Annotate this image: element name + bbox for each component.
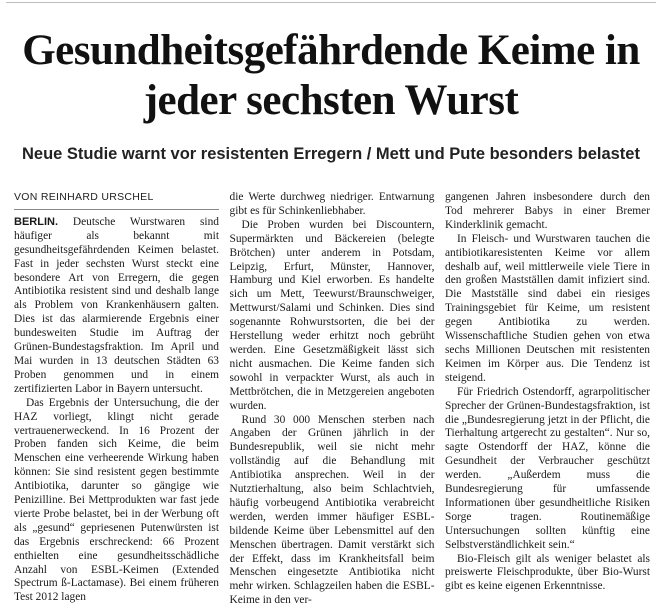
paragraph: Das Ergebnis der Untersuchung, die der HAZ vorliegt, klingt nicht gerade vertrauenerweckend. In 16 Prozent der Proben fanden sich Keime, die beim Menschen eine verheerende Wirkung haben können: Sie sind resistent gegen bestimmte Antibiotika, darunter so gängige wie Penizilline. Bei Mettprodukten war fast jede vierte Probe belastet, bei in der Werbung oft als „gesund“ gepriesenen Putenwürsten ist das Ergebnis erschreckend: 66 Prozent enthielten eine gesundheitsschädliche Anzahl von ESBL-Keimen (Extended Spectrum ß-Lactamase). Bei einem früheren Test 2012 lagen	[14, 397, 219, 606]
column-1	[14, 191, 219, 579]
dateline: BERLIN.	[14, 216, 58, 228]
paragraph: Rund 30 000 Menschen sterben nach Angaben der Grünen jährlich in der Bundesrepublik, weil sie nicht mehr vollständig auf die Behandlung mit Antibiotika ansprechen. Weil in der Nutztierhaltung, also beim Schlachtvieh, häufig vorbeugend Antibiotika verabreicht werden, werden immer häufiger ESBL-bildende Keime über Lebensmittel auf den Menschen übertragen. Damit verstärkt sich der Effekt, dass im Krankheitsfall beim Menschen eingesetzte Antibiotika nicht mehr wirken. Schlagzeilen haben die ESBL-Keime in den ver-	[230, 414, 435, 608]
paragraph: Für Friedrich Ostendorff, agrarpolitischer Sprecher der Grünen-Bundestagsfraktion, ist die „Bundesregierung jetzt in der Pflicht, die Tierhaltung artgerecht zu gestalten“. Nur so, sagte Ostendorff der HAZ, könne die Gesundheit der Verbraucher geschützt werden. „Außerdem muss die Bundesregierung für umfassende Informationen über gesundheitliche Risiken Sorge tragen. Routinemäßige Untersuchungen sollten künftig eine Selbstverständlichkeit sein.“	[445, 386, 650, 553]
paragraph-text: Deutsche Wurstwaren sind häufiger als bekannt mit gesundheitsgefährdenden Keimen belastet. Fast in jeder sechsten Wurst steckt eine besondere Art von Erregern, die gegen Antibiotika resistent sind und deshalb lange als Problem von Krankenhäusern galten. Dies ist das alarmierende Ergebnis einer bundesweiten Studie im Auftrag der Grünen-Bundestagsfraktion. Im April und Mai wurden in 13 deutschen Städten 63 Proben genommen und in einem zertifizierten Labor in Bayern untersucht.	[14, 216, 219, 395]
paragraph: Die Proben wurden bei Discountern, Supermärkten und Bäckereien (belegte Brötchen) unter anderem in Potsdam, Leipzig, Erfurt, Münster, Hannover, Hamburg und Kiel erworben. Es handelte sich um Mett, Teewurst/Braunschweiger, Mettwurst/Salami und Schinken. Dies sind sogenannte Rohwurstsorten, die bei der Herstellung weder erhitzt noch gebrüht werden. Eine Gesetzmäßigkeit lässt sich nicht ausmachen. Die Keime fanden sich sowohl in verpackter Wurst, als auch in Mettbrötchen, die in Metzgereien angeboten wurden.	[230, 219, 435, 414]
paragraph: In Fleisch- und Wurstwaren tauchen die antibiotikaresistenten Keime vor allem deshalb auf, weil mittlerweile viele Tiere in den großen Mastställen damit infiziert sind. Die Mastställe sind dabei ein riesiges Trainingsgebiet für Keime, um resistent gegen Antibiotika zu werden. Wissenschaftliche Studien gehen von etwa sechs Millionen Deutschen mit resistenten Keimen im Körper aus. Die Tendenz ist steigend.	[445, 233, 650, 386]
paragraph: die Werte durchweg niedriger. Entwarnung gibt es für Schinkenliebhaber.	[230, 191, 435, 219]
article-body	[14, 191, 650, 579]
top-rule	[6, 2, 656, 3]
column-3	[445, 191, 650, 579]
column-2	[230, 191, 435, 579]
headline: Gesundheitsgefährdende Keime in jeder sechsten Wurst	[6, 0, 656, 126]
paragraph: gangenen Jahren insbesondere durch den Tod mehrerer Babys in einer Bremer Kinderklinik gemacht.	[445, 191, 650, 233]
paragraph	[14, 216, 219, 397]
subheadline: Neue Studie warnt vor resistenten Erregern / Mett und Pute besonders belastet	[6, 144, 656, 164]
paragraph: Bio-Fleisch gilt als weniger belastet als preiswerte Fleischprodukte, über Bio-Wurst gibt es keine eigenen Erkenntnisse.	[445, 553, 650, 595]
byline: VON REINHARD URSCHEL	[14, 191, 219, 210]
